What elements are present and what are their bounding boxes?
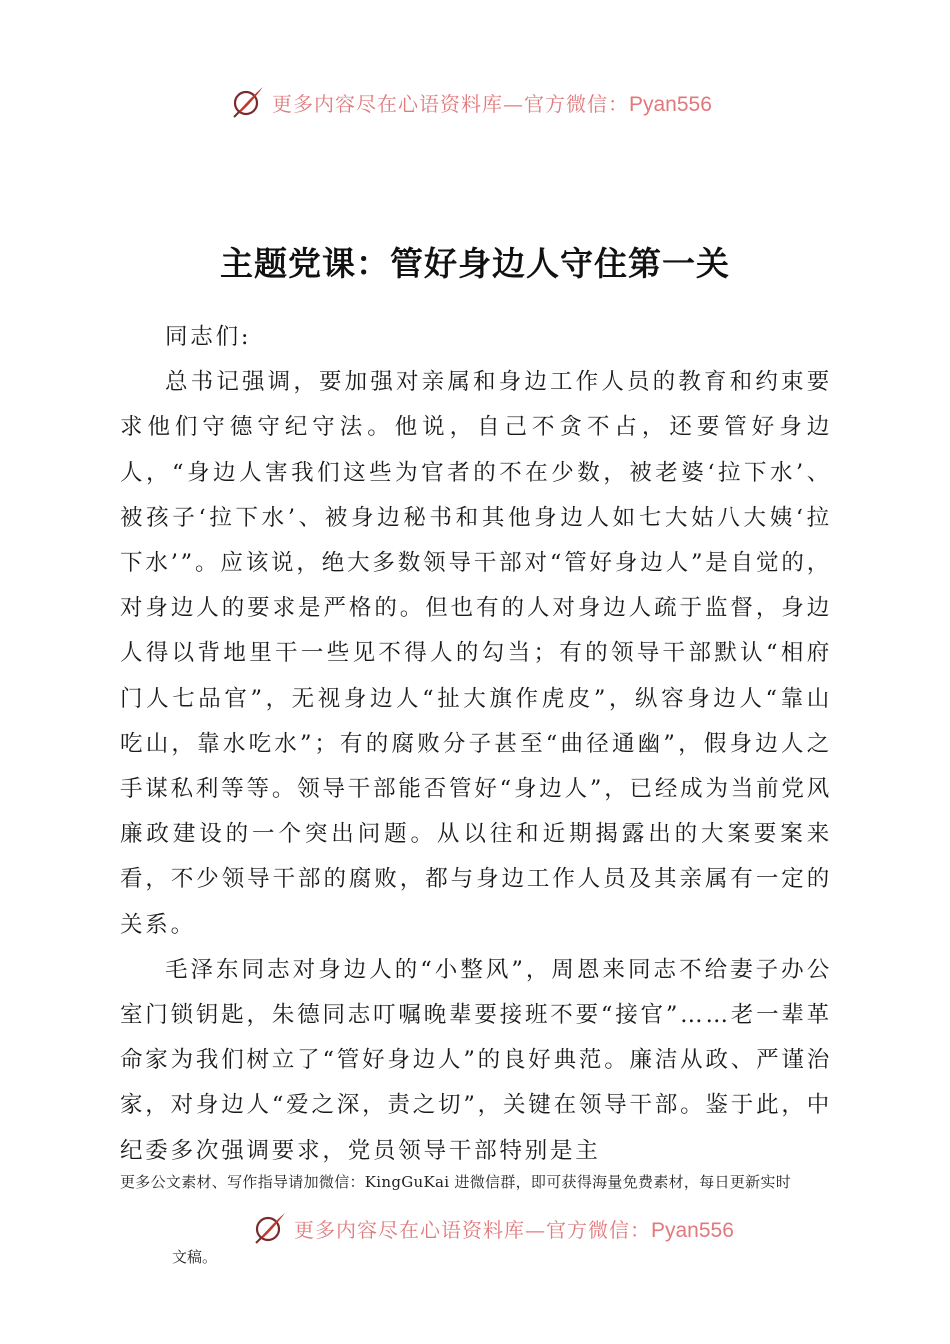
document-title: 主题党课：管好身边人守住第一关 [220,244,730,283]
paragraph: 毛泽东同志对身边人的“小整风”，周恩来同志不给妻子办公室门锁钥匙，朱德同志叮嘱晚辈要接班不要“接官”……老一辈革命家为我们树立了“管好身边人”的良好典范。廉洁从政、严谨治家，对身边人“爱之深，责之切”，关键在领导干部。鉴于此，中纪委多次强调要求，党员领导干部特别是主 [120,956,832,1164]
header-banner-id: Pyan556 [629,92,712,116]
footer-note-continued: 文稿。 [172,1248,218,1266]
paragraph: 总书记强调，要加强对亲属和身边工作人员的教育和约束要求他们守德守纪守法。他说，自己不贪不占，还要管好身边人，“身边人害我们这些为官者的不在少数，被老婆‘拉下水’、被孩子‘拉下水’、被身边秘书和其他身边人如七大姑八大姨‘拉下水’”。应该说，绝大多数领导干部对“管好身边人”是自觉的，对身边人的要求是严格的。但也有的人对身边人疏于监督，身边人得以背地里干一些见不得人的勾当；有的领导干部默认“相府门人七品官”，无视身边人“扯大旗作虎皮”，纵容身边人“靠山吃山，靠水吃水”；有的腐败分子甚至“曲径通幽”，假身边人之手谋私利等等。领导干部能否管好“身边人”，已经成为当前党风廉政建设的一个突出问题。从以往和近期揭露出的大案要案来看，不少领导干部的腐败，都与身边工作人员及其亲属有一定的关系。 [120,369,832,938]
header-banner-text: 更多内容尽在心语资料库—官方微信：Pyan556 [272,91,712,116]
footer-banner-text: 更多内容尽在心语资料库—官方微信：Pyan556 [294,1217,734,1242]
footer-note: 更多公文素材、写作指导请加微信：KingGuKai 进微信群，即可获得海量免费素材，每日更新实时 [120,1173,792,1191]
quill-logo-icon [230,84,266,120]
footer-banner-id: Pyan556 [651,1218,734,1242]
salutation: 同志们: [165,324,252,350]
quill-logo-icon [252,1210,288,1246]
header-banner [230,82,712,122]
footer-banner [252,1208,734,1248]
document-body [120,315,832,1174]
